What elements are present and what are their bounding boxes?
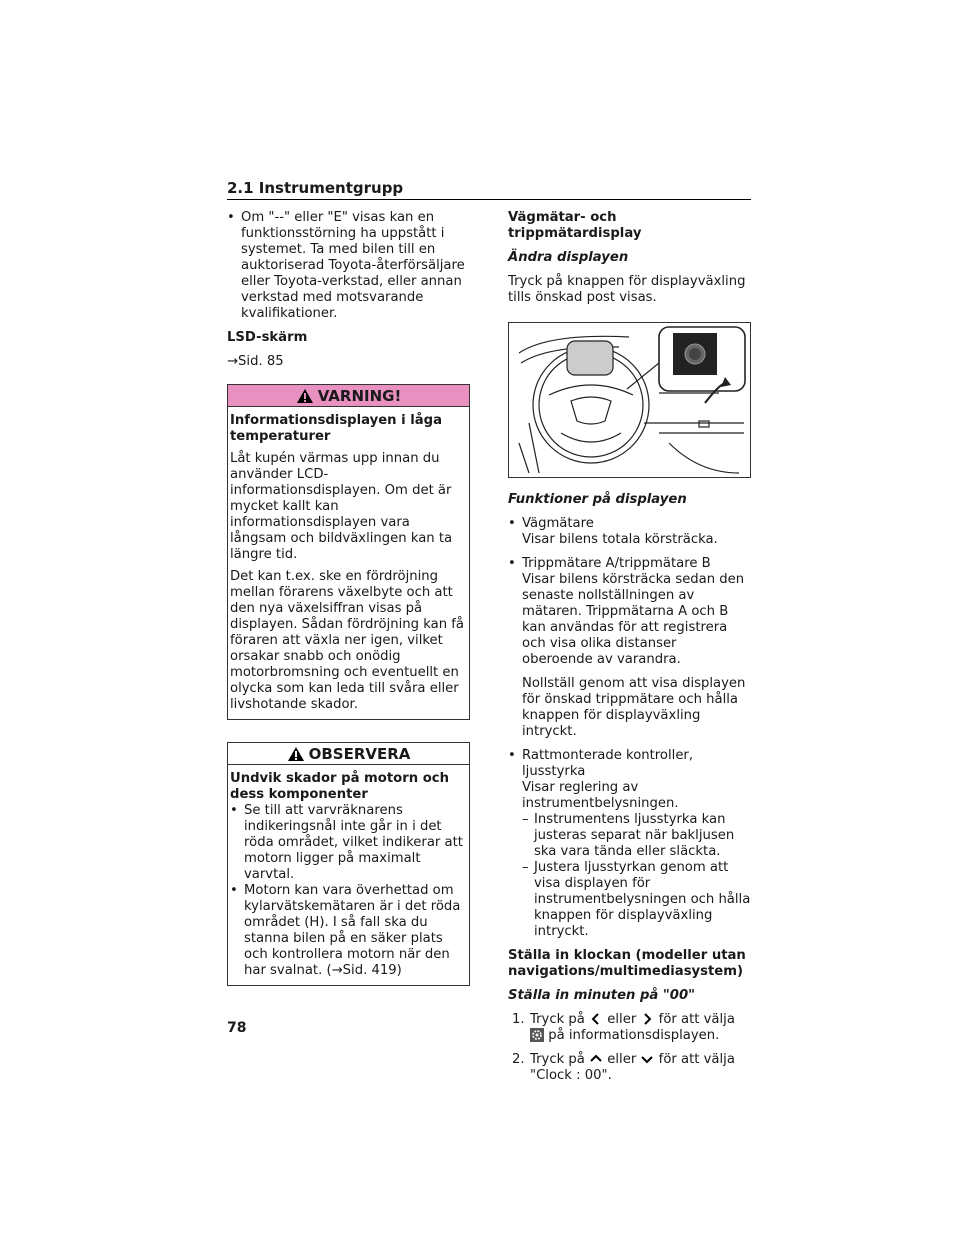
clock-heading: Ställa in klockan (modeller utan navigations/multimediasystem) (508, 948, 746, 979)
intro-bullet: • Om "--" eller "E" visas kan en funktionsstörning ha uppstått i systemet. Ta med bilen till en auktoriserad Toyota-återförsäljare eller Toyota-verkstad, eller annan verkstad med motsvarande kvalifikationer. (227, 210, 470, 322)
warning-body (228, 407, 469, 719)
function-item-desc: Nollställ genom att visa displayen för önskad trippmätare och hålla knappen för displayväxling intryckt. (522, 676, 746, 739)
step-text: på informationsdisplayen. (548, 1028, 720, 1043)
warning-label: VARNING! (317, 386, 402, 405)
step-text: "Clock : 00". (530, 1068, 612, 1083)
right-column (508, 210, 751, 1084)
caution-icon (287, 746, 305, 762)
notice-body (228, 765, 469, 985)
notice-item: • Motorn kan vara överhettad om kylarvätskemätaren är i det röda området (H). I så fall ska du stanna bilen på en säker plats och kontrollera motorn när den har svalnat. (→Sid. 419) (230, 883, 465, 979)
warning-paragraph-2: Det kan t.ex. ske en fördröjning mellan förarens växelbyte och att den nya växelsiffran visas på displayen. Sådan fördröjning kan få föraren att växla ner igen, vilket orsakar snabb och onödig motorbromsning och eventuellt en olycka som kan leda till svåra eller livshotande skador. (230, 569, 464, 712)
chevron-up-icon (589, 1052, 603, 1066)
notice-box (227, 742, 470, 986)
clock-subheading: Ställa in minuten på "00" (508, 988, 696, 1003)
warning-box (227, 384, 470, 720)
lsd-heading: LSD-skärm (227, 330, 308, 345)
step-text: för att välja (658, 1052, 735, 1067)
chevron-down-icon (640, 1052, 654, 1066)
page-number: 78 (227, 1020, 247, 1036)
step-text: eller (607, 1012, 637, 1027)
step-text: för att välja (658, 1012, 735, 1027)
brightness-dash-item: – Justera ljusstyrkan genom att visa displayen för instrumentbelysningen och hålla knappen för displayväxling intryckt. (508, 860, 751, 940)
chevron-right-icon (640, 1012, 654, 1026)
steering-wheel-drawing (509, 323, 751, 478)
display-functions-subheading: Funktioner på displayen (508, 492, 687, 507)
step-text: Tryck på (530, 1012, 585, 1027)
clock-step-2 (508, 1052, 751, 1084)
step-text: Tryck på (530, 1052, 585, 1067)
warning-paragraph-1: Låt kupén värmas upp innan du använder LCD-informationsdisplayen. Om det är mycket kallt kan informationsdisplayen vara långsam och bildväxlingen kan ta längre tid. (230, 451, 453, 562)
steering-wheel-illustration (508, 322, 751, 478)
section-title: 2.1 Instrumentgrupp (227, 179, 404, 197)
function-item-desc: Visar bilens körsträcka sedan den senaste nollställningen av mätaren. Trippmätarna A och B kan användas för att registrera och visa olika distanser oberoende av varandra. (522, 572, 745, 667)
function-item-desc: Visar bilens totala körsträcka. (522, 532, 718, 547)
function-item-label: • Vägmätare (508, 516, 751, 532)
warning-header (228, 385, 469, 407)
gear-icon (530, 1028, 544, 1042)
section-header (227, 178, 751, 200)
function-item-desc: Visar reglering av instrumentbelysningen. (522, 780, 679, 811)
notice-header (228, 743, 469, 765)
function-item-label: • Rattmonterade kontroller, ljusstyrka (508, 748, 751, 780)
warning-icon (296, 388, 314, 404)
change-display-subheading: Ändra displayen (508, 250, 629, 265)
left-column (227, 210, 470, 986)
step-number: 1. (512, 1012, 525, 1027)
lsd-page-link[interactable]: →Sid. 85 (227, 354, 284, 369)
notice-item: • Se till att varvräknarens indikeringsnål inte går in i det röda området, vilket indikerar att motorn ligger på maximalt varvtal. (230, 803, 465, 883)
chevron-left-icon (589, 1012, 603, 1026)
warning-title: Informationsdisplayen i låga temperaturer (230, 413, 443, 444)
notice-title: Undvik skador på motorn och dess komponenter (230, 771, 449, 802)
step-number: 2. (512, 1052, 525, 1067)
step-text: eller (607, 1052, 637, 1067)
notice-label: OBSERVERA (308, 744, 411, 763)
function-item-label: • Trippmätare A/trippmätare B (508, 556, 751, 572)
change-display-text: Tryck på knappen för displayväxling tills önskad post visas. (508, 274, 746, 305)
odometer-heading: Vägmätar- och trippmätardisplay (508, 210, 642, 241)
clock-step-1 (508, 1012, 751, 1044)
brightness-dash-item: – Instrumentens ljusstyrka kan justeras separat när bakljusen ska vara tända eller släckta. (508, 812, 751, 860)
